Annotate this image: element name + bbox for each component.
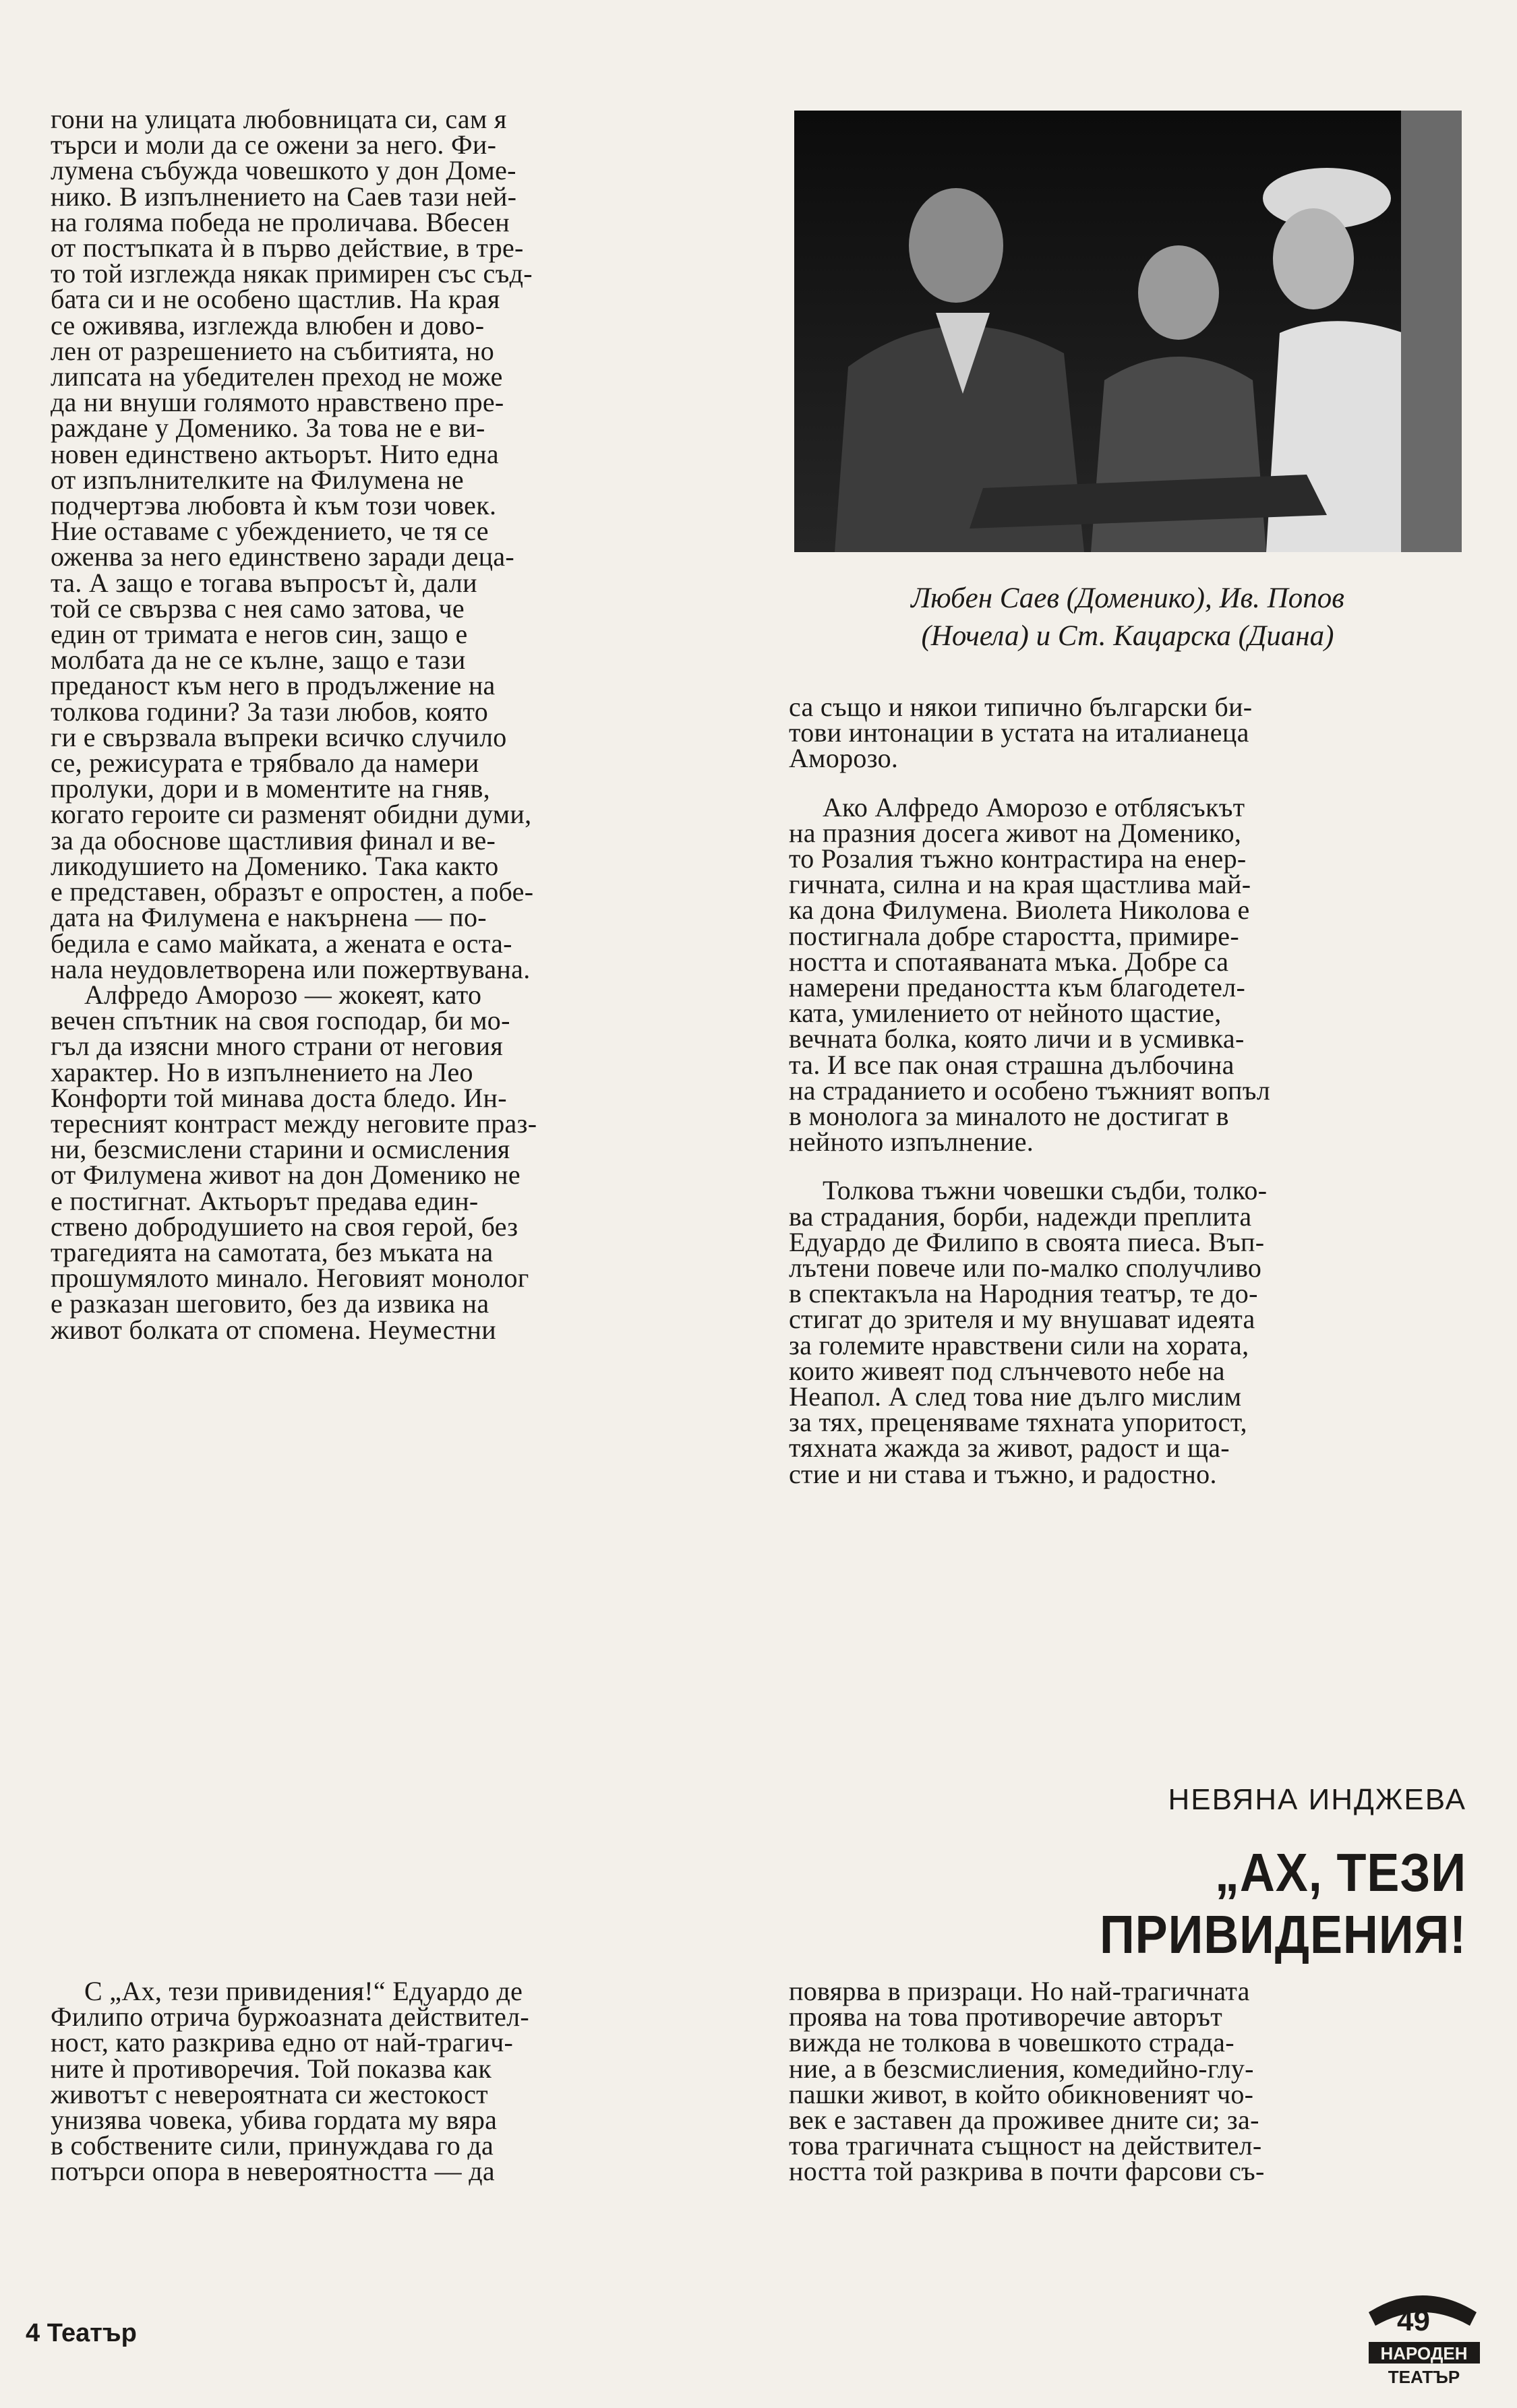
narodna-teatar-logo bbox=[1355, 2285, 1490, 2393]
article-author: НЕВЯНА ИНДЖЕВА bbox=[1168, 1783, 1466, 1816]
photo-caption bbox=[789, 580, 1466, 655]
article-title: „АХ, ТЕЗИ ПРИВИДЕНИЯ! bbox=[1100, 1842, 1466, 1964]
paragraph: Алфредо Аморозо — жокеят, като вечен спътник на своя господар, би мо- гъл да изясни много страни от неговия характер. Но в изпълнението на Лео Конфорти той минава доста бледо. Ин- тересният контраст между неговите праз- ни, безсмислени старини и осмисления от Филумена живот на дон Доменико не е постигнат. Актьорът предава един- ствено добродушието на своя герой, без трагедията на самотата, без мъката на прошумялото минало. Неговият монолог е разказан шеговито, без да извика на живот болката от спомена. Неуместни bbox=[51, 979, 537, 1345]
paragraph: С „Ах, тези привидения!“ Едуардо де Филипо отрича буржоазната действител- ност, като разкрива едно от най-трагич- ните ѝ противоречия. Той показва как животът с невероятната си жестокост унизява човека, убива гордата му вяра в собствените сили, принуждава го да потърси опора в невероятността — да bbox=[51, 1976, 530, 2187]
stage-photo bbox=[794, 111, 1462, 552]
logo-text-top: НАРОДЕН bbox=[1380, 2343, 1468, 2364]
caption-line: (Ночела) и Ст. Кацарска (Диана) bbox=[921, 620, 1334, 652]
article-text-right bbox=[789, 1976, 1466, 2187]
logo-text-bottom: ТЕАТЪР bbox=[1388, 2367, 1460, 2387]
paragraph: повярва в призраци. Но най-трагичната проява на това противоречие авторът вижда не толкова в човешкото страда- ние, а в безсмислиения, комедийно-глу- пашки живот, в който обикновеният чо- век е заставен да проживее дните си; за- това трагичната същност на действител- ността той разкрива в почти фарсови съ- bbox=[789, 1976, 1265, 2187]
footer-journal: 4 Театър bbox=[26, 2319, 137, 2347]
paragraph: Толкова тъжни човешки съдби, толко- ва страдания, борби, надежди преплита Едуардо де Филипо в своята пиеса. Въп- лътени повече или по-малко сполучливо в спектакъла на Народния театър, те до- стигат до зрителя и му внушават идеята за големите нравствени сили на хората, които живеят под слънчевото небе на Неапол. А след това ние дълго мислим за тях, преценяваме тяхната упоритост, тяхната жажда за живот, радост и ща- стие и ни става и тъжно, и радостно. bbox=[789, 1175, 1268, 1489]
paragraph: гони на улицата любовницата си, сам я търси и моли да се ожени за него. Фи- лумена събужда човешкото у дон Доме- нико. В изпълнението на Саев тази ней- на голяма победа не проличава. Вбесен от постъпката ѝ в първо действие, в тре- то той изглежда някак примирен със съд- бата си и не особено щастлив. На края се оживява, изглежда влюбен и дово- лен от разрешението на събитията, но липсата на убедителен преход не може да ни внуши голямото нравствено пре- раждане у Доменико. За това не е ви- новен единствено актьорът. Нито една от изпълнителките на Филумена не подчертэва любовта ѝ към този човек. Ние оставаме с убеждението, че тя се оженва за него единствено заради деца- та. А защо е тогава въпросът ѝ, дали той се свързва с нея само затова, че един от тримата е негов син, защо е молбата да не се кълне, защо е тази преданост към него в продължение на толкова години? За тази любов, която ги е свързвала въпреки всичко случило се, режисурата е трябвало да намери пролуки, дори и в моментите на гняв, когато героите си разменят обидни думи, за да обоснове щастливия финал и ве- ликодушието на Доменико. Така както е представен, образът е опростен, а побе- дата на Филумена е накърнена — по- бедила е само майката, а жената е оста- нала неудовлетворена или пожертвувана. bbox=[51, 104, 534, 984]
article-text-left bbox=[51, 1976, 725, 2187]
page-number: 49 bbox=[1397, 2304, 1430, 2337]
left-column bbox=[51, 104, 725, 1345]
paragraph: са също и някои типично български би- тови интонации в устата на италианеца Аморозо. bbox=[789, 692, 1253, 774]
right-column bbox=[789, 694, 1466, 1487]
caption-line: Любен Саев (Доменико), Ив. Попов bbox=[911, 582, 1344, 614]
paragraph: Ако Алфредо Аморозо е отблясъкът на празния досега живот на Доменико, то Розалия тъжно контрастира на енер- гичната, силна и на края щастлива май- ка дона Филумена. Виолета Николова е постигнала добре старостта, примире- ността и спотаяваната мъка. Добре са намерени предаността към благодетел- ката, умилението от нейното щастие, вечната болка, която личи и в усмивка- та. И все пак оная страшна дълбочина на страданието и особено тъжният вопъл в монолога за миналото не достигат в нейното изпълнение. bbox=[789, 791, 1270, 1157]
